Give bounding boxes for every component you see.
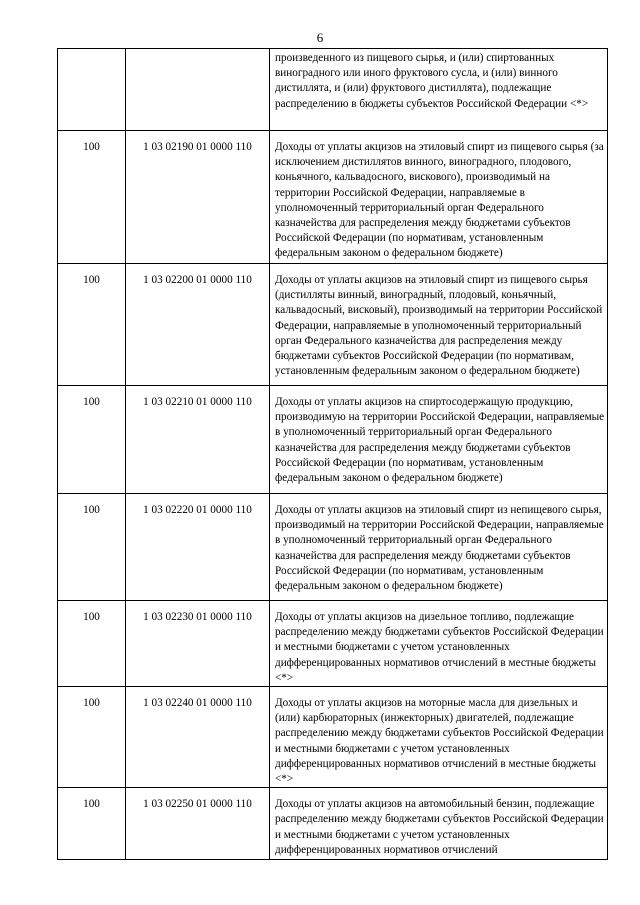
administrator-code-cell: 100: [58, 264, 126, 386]
revenue-code-cell: 1 03 02250 01 0000 110: [126, 788, 270, 860]
revenue-code-cell: 1 03 02240 01 0000 110: [126, 687, 270, 788]
revenue-classification-table: [57, 48, 608, 860]
table-row: [58, 601, 608, 687]
administrator-code-cell: 100: [58, 687, 126, 788]
table-row: [58, 494, 608, 601]
administrator-code-cell: 100: [58, 131, 126, 264]
table-row: [58, 788, 608, 860]
table-row: [58, 131, 608, 264]
revenue-code-cell: 1 03 02230 01 0000 110: [126, 601, 270, 687]
revenue-name-cell: Доходы от уплаты акцизов на этиловый спирт из непищевого сырья, производимый на территории Российской Федерации, направляемые в уполномоченный территориальный орган Федерального казначейства для распределения между бюджетами субъектов Российской Федерации (по нормативам, установленным федеральным законом о федеральном бюджете): [270, 494, 608, 601]
table-row: [58, 264, 608, 386]
revenue-name-cell: Доходы от уплаты акцизов на этиловый спирт из пищевого сырья (дистилляты винный, виноградный, плодовый, коньячный, кальвадосный, висковый), производимый на территории Российской Федерации, направляемые в уполномоченный территориальный орган Федерального казначейства для распределения между бюджетами субъектов Российской Федерации (по нормативам, установленным федеральным законом о федеральном бюджете): [270, 264, 608, 386]
administrator-code-cell: [58, 49, 126, 131]
revenue-code-cell: 1 03 02220 01 0000 110: [126, 494, 270, 601]
page-number: 6: [316, 30, 324, 45]
revenue-code-cell: 1 03 02190 01 0000 110: [126, 131, 270, 264]
table-row: [58, 687, 608, 788]
revenue-code-cell: 1 03 02210 01 0000 110: [126, 386, 270, 494]
administrator-code-cell: 100: [58, 494, 126, 601]
revenue-name-cell: Доходы от уплаты акцизов на спиртосодержащую продукцию, производимую на территории Российской Федерации, направляемые в уполномоченный территориальный орган Федерального казначейства для распределения между бюджетами субъектов Российской Федерации (по нормативам, установленным федеральным законом о федеральном бюджете): [270, 386, 608, 494]
administrator-code-cell: 100: [58, 788, 126, 860]
administrator-code-cell: 100: [58, 386, 126, 494]
revenue-code-cell: 1 03 02200 01 0000 110: [126, 264, 270, 386]
table-row: [58, 49, 608, 131]
revenue-name-cell: Доходы от уплаты акцизов на дизельное топливо, подлежащие распределению между бюджетами субъектов Российской Федерации и местными бюджетами с учетом установленных дифференцированных нормативов отчислений в местные бюджеты <*>: [270, 601, 608, 687]
revenue-name-cell: Доходы от уплаты акцизов на этиловый спирт из пищевого сырья (за исключением дистиллятов винного, виноградного, плодового, коньячного, кальвадосного, вискового), производимый на территории Российской Федерации, направляемые в уполномоченный территориальный орган Федерального казначейства для распределения между бюджетами субъектов Российской Федерации (по нормативам, установленным федеральным законом о федеральном бюджете): [270, 131, 608, 264]
revenue-name-cell: Доходы от уплаты акцизов на автомобильный бензин, подлежащие распределению между бюджетами субъектов Российской Федерации и местными бюджетами с учетом установленных дифференцированных нормативов отчислений: [270, 788, 608, 860]
revenue-name-cell: произведенного из пищевого сырья, и (или) спиртованных виноградного или иного фруктового сусла, и (или) винного дистиллята, и (или) фруктового дистиллята), подлежащие распределению в бюджеты субъектов Российской Федерации <*>: [270, 49, 608, 131]
revenue-name-cell: Доходы от уплаты акцизов на моторные масла для дизельных и (или) карбюраторных (инжекторных) двигателей, подлежащие распределению между бюджетами субъектов Российской Федерации и местными бюджетами с учетом установленных дифференцированных нормативов отчислений в местные бюджеты <*>: [270, 687, 608, 788]
table-row: [58, 386, 608, 494]
administrator-code-cell: 100: [58, 601, 126, 687]
revenue-code-cell: [126, 49, 270, 131]
